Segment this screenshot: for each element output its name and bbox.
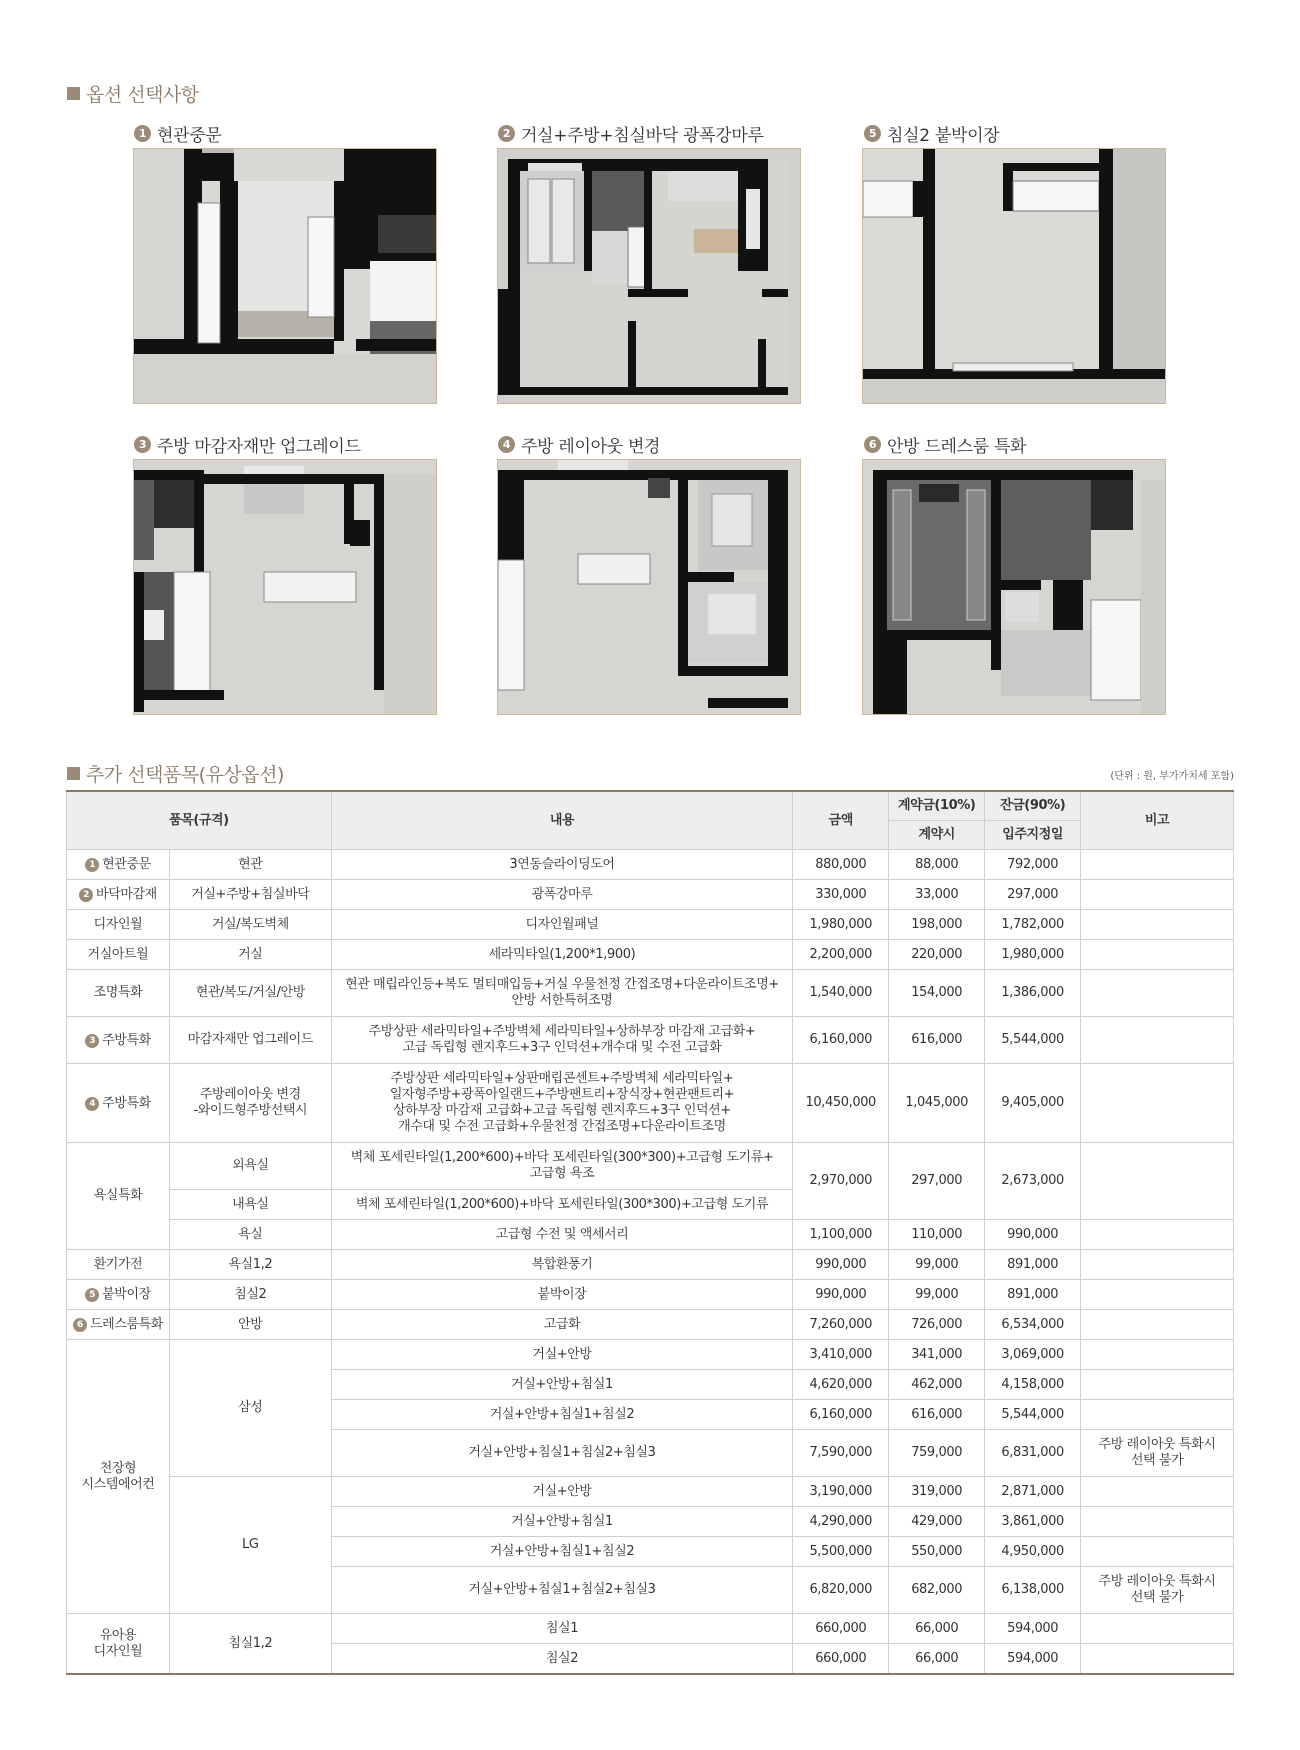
table-row: 1 현관중문 현관 3연동슬라이딩도어 880,000 88,000 792,000	[67, 850, 1234, 880]
table-row: 거실+안방+침실1+침실2+침실3 6,820,000 682,000 6,138,000 주방 레이아웃 특화시 선택 불가	[67, 1567, 1234, 1614]
option-label-2: 2 거실+주방+침실바닥 광폭강마루	[498, 121, 764, 146]
number-badge-icon: 2	[79, 888, 93, 902]
header-note: 비고	[1081, 791, 1234, 850]
floorplan-image-built-in-closet	[862, 148, 1166, 404]
floorplan-image-entrance-door	[133, 148, 437, 404]
table-row: 거실+안방+침실1+침실2+침실3 7,590,000 759,000 6,831,000 주방 레이아웃 특화시 선택 불가	[67, 1430, 1234, 1477]
table-row: 천장형 시스템에어컨 삼성 거실+안방 3,410,000 341,000 3,069,000	[67, 1340, 1234, 1370]
table-row: 침실2 660,000 66,000 594,000	[67, 1644, 1234, 1675]
number-badge-icon: 5	[85, 1288, 99, 1302]
table-row: 3 주방특화 마감자재만 업그레이드 주방상판 세라믹타일+주방벽체 세라믹타일+상하부장 마감재 고급화+ 고급 독립형 렌지후드+3구 인덕션+개수대 및 수전 고급화 6,160,000 616,000 5,544,000	[67, 1017, 1234, 1064]
table-row: 5 붙박이장 침실2 붙박이장 990,000 99,000 891,000	[67, 1280, 1234, 1310]
floorplan-image-wide-flooring	[497, 148, 801, 404]
option-label-1: 1 현관중문	[134, 121, 222, 146]
square-bullet-icon	[67, 767, 80, 780]
number-badge-icon: 3	[134, 436, 151, 453]
table-row: 내욕실 벽체 포세린타일(1,200*600)+바닥 포세린타일(300*300)+고급형 도기류	[67, 1190, 1234, 1220]
header-item: 품목(규격)	[67, 791, 332, 850]
number-badge-icon: 1	[85, 858, 99, 872]
table-row: 디자인월 거실/복도벽체 디자인월패널 1,980,000 198,000 1,782,000	[67, 910, 1234, 940]
floorplan-image-dressroom	[862, 459, 1166, 715]
header-amount: 금액	[793, 791, 889, 850]
number-badge-icon: 4	[85, 1097, 99, 1111]
table-row: 4 주방특화 주방레이아웃 변경 -와이드형주방선택시 주방상판 세라믹타일+상판매립콘센트+주방벽체 세라믹타일+ 일자형주방+광폭아일랜드+주방팬트리+장식장+현관팬트리+ 상하부장 마감재 고급화+고급 독립형 렌지후드+3구 인덕션+ 개수대 및 수전 고급화+우물천정 간접조명+다운라이트조명 10,450,000 1,045,000 9,405,000	[67, 1064, 1234, 1143]
option-label-4: 4 주방 레이아웃 변경	[498, 432, 660, 457]
number-badge-icon: 6	[864, 436, 881, 453]
floorplan-image-kitchen-layout	[497, 459, 801, 715]
table-row: 욕실특화 외욕실 벽체 포세린타일(1,200*600)+바닥 포세린타일(300*300)+고급형 도기류+ 고급형 욕조 2,970,000 297,000 2,673,000	[67, 1143, 1234, 1190]
number-badge-icon: 2	[498, 125, 515, 142]
section-title-paid-options: 추가 선택품목(유상옵션)	[67, 760, 284, 787]
section-title-options: 옵션 선택사항	[67, 80, 199, 107]
table-row: 환기가전 욕실1,2 복합환풍기 990,000 99,000 891,000	[67, 1250, 1234, 1280]
table-row: 거실+안방+침실1+침실2 6,160,000 616,000 5,544,000	[67, 1400, 1234, 1430]
paid-options-table	[66, 790, 1234, 1675]
table-row: 6 드레스룸특화 안방 고급화 7,260,000 726,000 6,534,000	[67, 1310, 1234, 1340]
number-badge-icon: 4	[498, 436, 515, 453]
table-row: 거실+안방+침실1 4,290,000 429,000 3,861,000	[67, 1507, 1234, 1537]
table-row: 거실+안방+침실1 4,620,000 462,000 4,158,000	[67, 1370, 1234, 1400]
table-row: 거실+안방+침실1+침실2 5,500,000 550,000 4,950,000	[67, 1537, 1234, 1567]
number-badge-icon: 5	[864, 125, 881, 142]
header-content: 내용	[331, 791, 793, 850]
table-row: 유아용 디자인월 침실1,2 침실1 660,000 66,000 594,000	[67, 1614, 1234, 1644]
header-deposit-sub: 계약시	[889, 821, 985, 850]
header-deposit: 계약금(10%)	[889, 791, 985, 821]
option-label-6: 6 안방 드레스룸 특화	[864, 432, 1026, 457]
header-balance: 잔금(90%)	[985, 791, 1081, 821]
table-row: LG 거실+안방 3,190,000 319,000 2,871,000	[67, 1477, 1234, 1507]
number-badge-icon: 6	[73, 1318, 87, 1332]
number-badge-icon: 3	[85, 1034, 99, 1048]
unit-note: (단위 : 원, 부가가치세 포함)	[1110, 771, 1234, 782]
header-balance-sub: 입주지정일	[985, 821, 1081, 850]
option-label-3: 3 주방 마감자재만 업그레이드	[134, 432, 361, 457]
table-row: 조명특화 현관/복도/거실/안방 현관 매립라인등+복도 멀티매입등+거실 우물천정 간접조명+다운라이트조명+ 안방 서한특허조명 1,540,000 154,000 1,386,000	[67, 970, 1234, 1017]
table-row: 욕실 고급형 수전 및 액세서리 1,100,000 110,000 990,000	[67, 1220, 1234, 1250]
number-badge-icon: 1	[134, 125, 151, 142]
floorplan-image-kitchen-upgrade	[133, 459, 437, 715]
square-bullet-icon	[67, 87, 80, 100]
option-label-5: 5 침실2 붙박이장	[864, 121, 999, 146]
table-row: 거실아트월 거실 세라믹타일(1,200*1,900) 2,200,000 220,000 1,980,000	[67, 940, 1234, 970]
table-row: 2 바닥마감재 거실+주방+침실바닥 광폭강마루 330,000 33,000 297,000	[67, 880, 1234, 910]
